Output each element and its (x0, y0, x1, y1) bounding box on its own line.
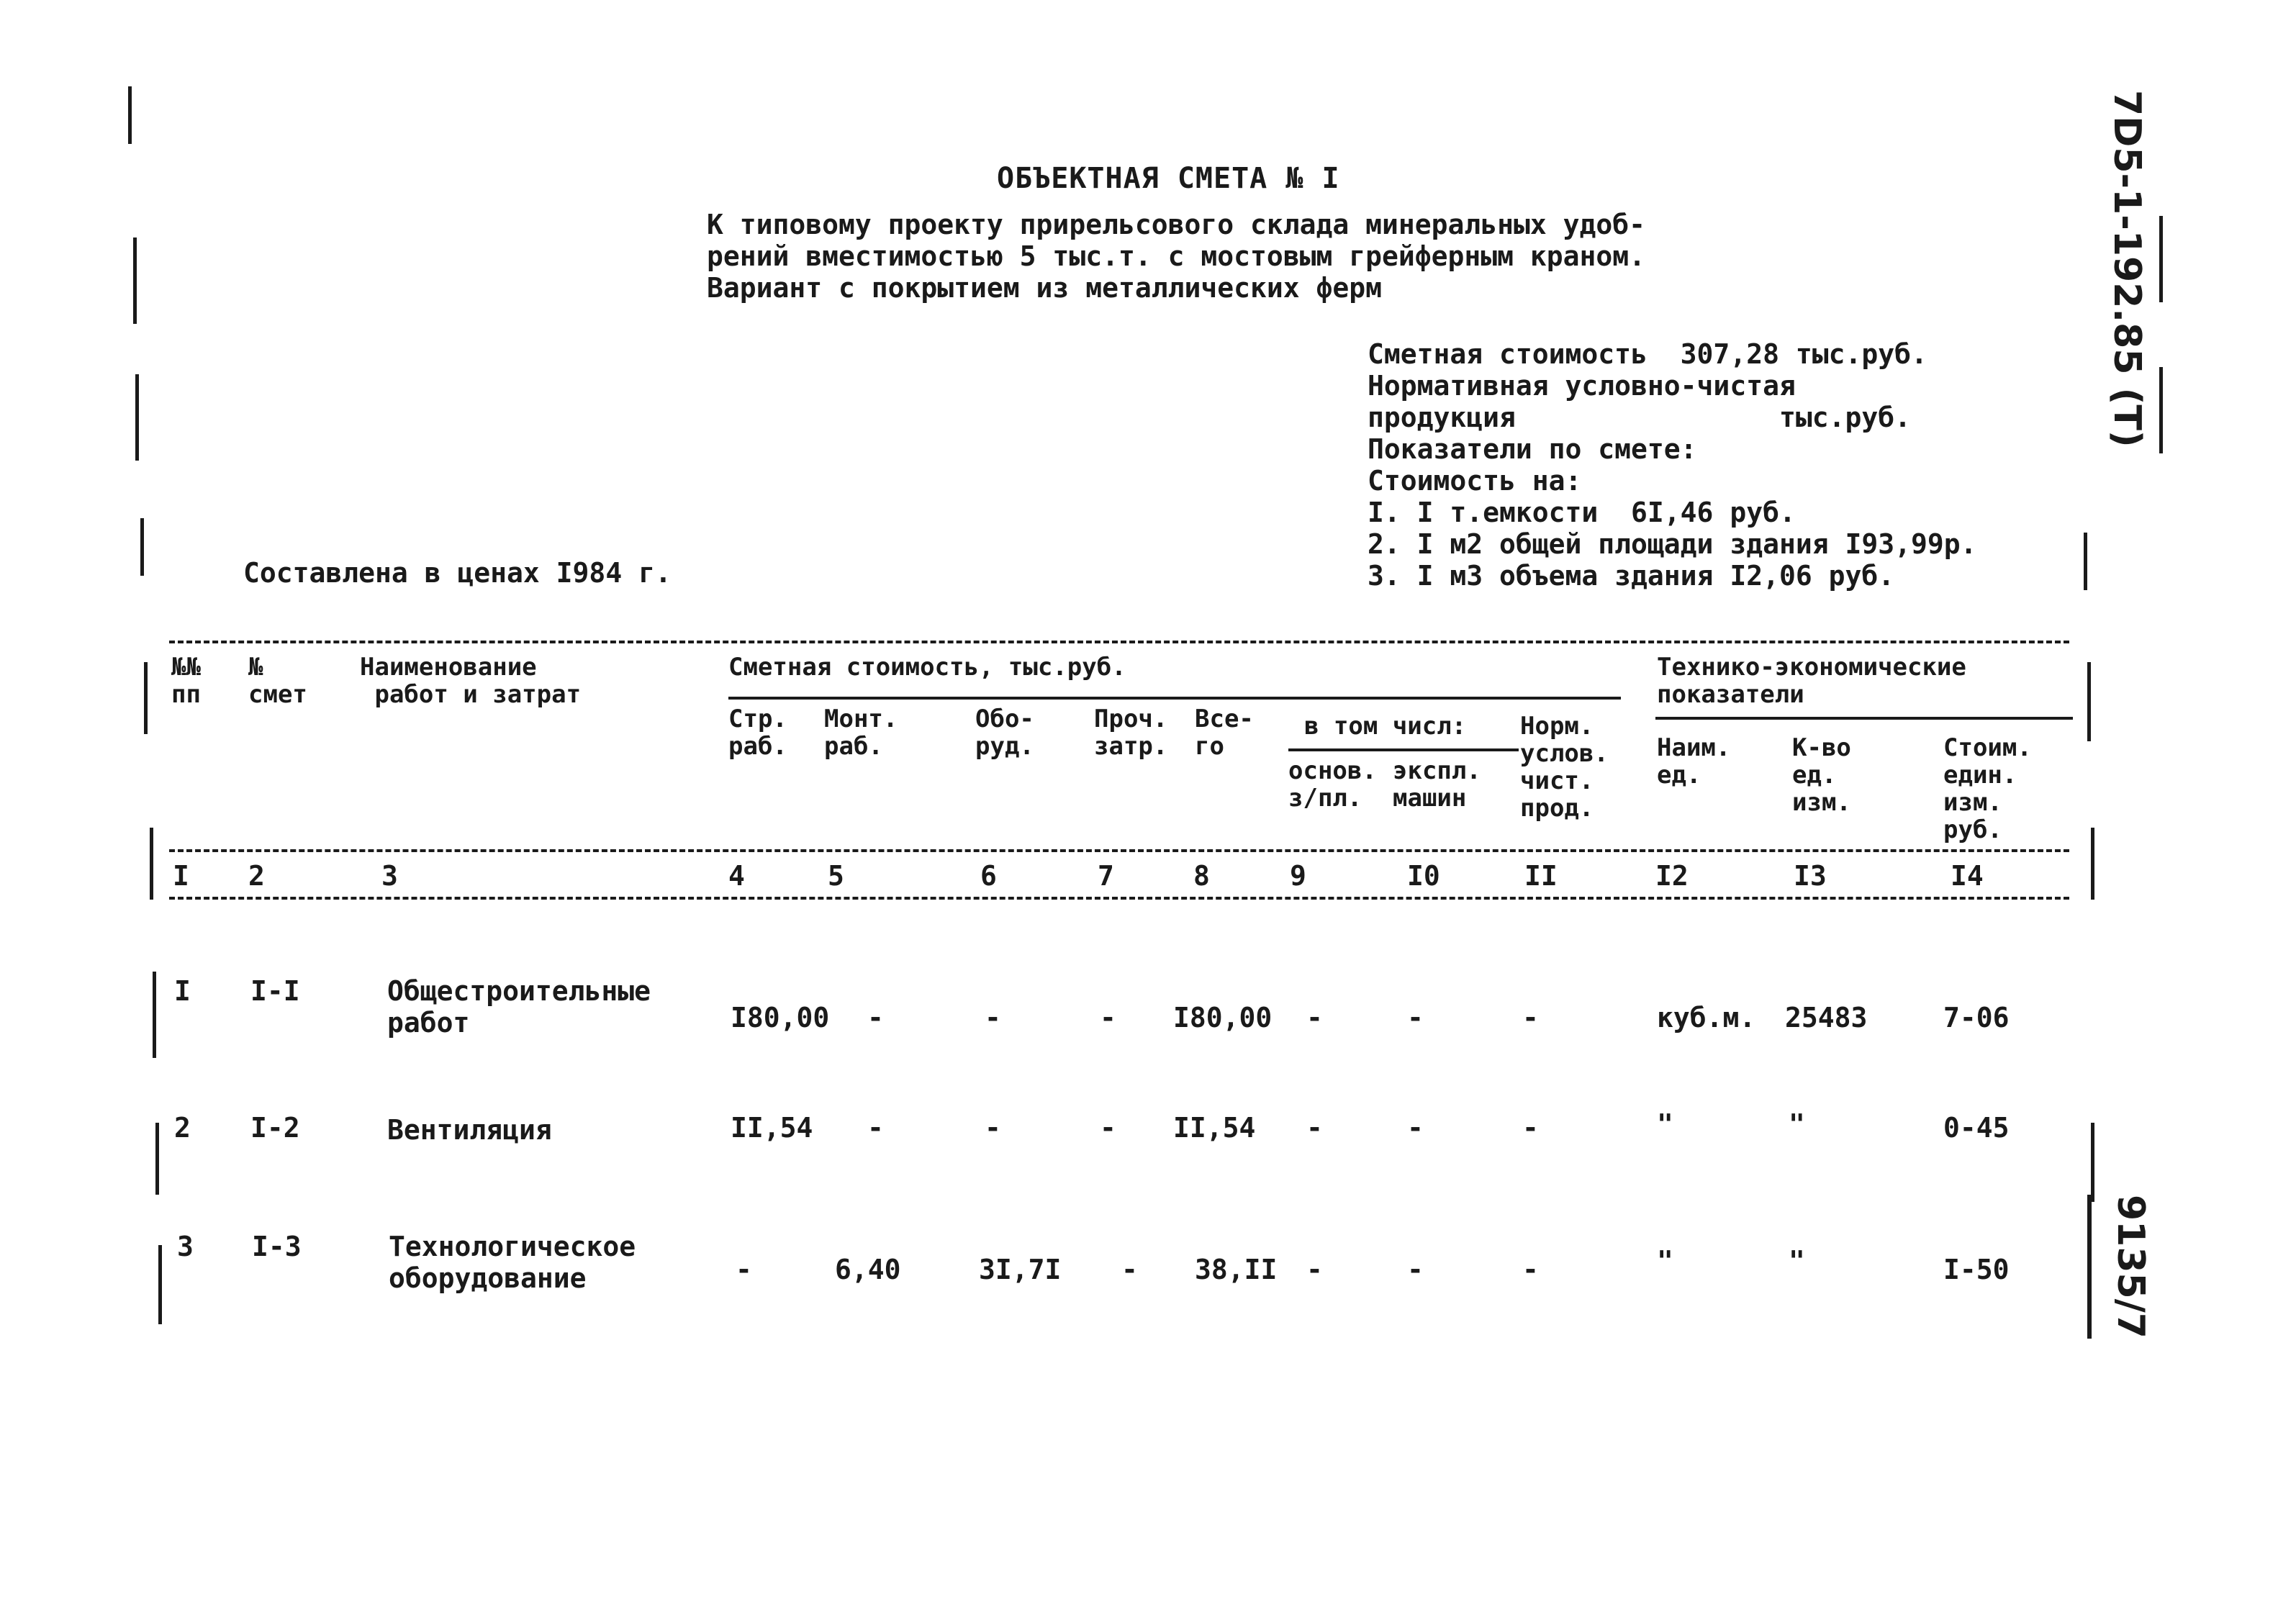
col-number: 4 (728, 860, 745, 892)
margin-mark (128, 86, 132, 144)
summary-indicators: Показатели по смете: (1368, 433, 1697, 465)
prices-note: Составлена в ценах I984 г. (243, 557, 672, 589)
col-number: I4 (1951, 860, 1984, 892)
margin-mark (2091, 828, 2094, 900)
table-row-2-c4: II,54 (731, 1112, 813, 1144)
header-name: Наименование работ и затрат (360, 653, 582, 709)
col-number: I0 (1407, 860, 1440, 892)
table-row-1-num: I (174, 975, 191, 1007)
code-underline (2087, 1195, 2092, 1339)
table-row-3-c7: - (1121, 1254, 1138, 1285)
margin-mark (155, 1123, 159, 1195)
summary-cost: Сметная стоимость 307,28 тыс.руб. (1368, 338, 1927, 370)
table-row-2-c14: 0-45 (1943, 1112, 2010, 1144)
col-number: 3 (381, 860, 398, 892)
table-row-1-c10: - (1407, 1002, 1424, 1033)
header-smet: № смет (248, 653, 307, 709)
header-stoim-ed: Стоим. един. изм. руб. (1943, 733, 2032, 844)
header-mont-rab: Монт. раб. (824, 705, 898, 761)
col-number: 5 (828, 860, 844, 892)
table-row-1-smet: I-I (250, 975, 300, 1007)
table-row-2-c11: - (1522, 1112, 1539, 1144)
summary-item-1: I. I т.емкости 6I,46 руб. (1368, 497, 1796, 528)
table-top-rule (169, 641, 2069, 643)
table-row-3-c8: 38,II (1195, 1254, 1278, 1285)
header-str-rab: Стр. раб. (728, 705, 787, 761)
table-row-1-c9: - (1306, 1002, 1323, 1033)
table-row-3-c11: - (1522, 1254, 1539, 1285)
margin-mark (140, 518, 144, 576)
header-tech-group: Технико-экономические показатели (1657, 653, 1966, 709)
col-number: I (173, 860, 189, 892)
col-number: 7 (1098, 860, 1114, 892)
header-norm: Норм. услов. чист. прод. (1520, 712, 1609, 823)
margin-mark (2159, 367, 2163, 453)
subtitle-line-3: Вариант с покрытием из металлических ферм (707, 272, 1382, 304)
header-osnov: основ. з/пл. (1288, 756, 1377, 813)
margin-mark (153, 972, 156, 1058)
table-row-1-c7: - (1100, 1002, 1116, 1033)
col-number: 8 (1193, 860, 1210, 892)
table-row-2-c7: - (1100, 1112, 1116, 1144)
col-number: 9 (1290, 860, 1306, 892)
table-row-3-c13: " (1789, 1245, 1805, 1277)
table-row-3-c9: - (1306, 1254, 1323, 1285)
header-ekspl: экспл. машин (1393, 756, 1481, 813)
table-row-3-smet: I-3 (252, 1231, 302, 1262)
document-code-top: 7D5-1-192.85 (Т) (2105, 90, 2148, 448)
table-row-3-name: Технологическое оборудование (389, 1231, 636, 1294)
header-oborud: Обо- руд. (975, 705, 1034, 761)
table-row-2-c9: - (1306, 1112, 1323, 1144)
margin-mark (133, 238, 137, 324)
table-row-3-c4: - (736, 1254, 752, 1285)
table-row-1-c14: 7-06 (1943, 1002, 2010, 1033)
table-row-1-c4: I80,00 (731, 1002, 830, 1033)
table-row-3-c5: 6,40 (835, 1254, 901, 1285)
table-row-1-c12: куб.м. (1657, 1002, 1756, 1033)
table-row-1-c13: 25483 (1785, 1002, 1868, 1033)
header-naim-ed: Наим. ед. (1657, 733, 1731, 790)
table-row-3-num: 3 (177, 1231, 194, 1262)
table-row-1-c5: - (867, 1002, 884, 1033)
col-number: I3 (1794, 860, 1827, 892)
table-row-2-c13: " (1789, 1108, 1805, 1140)
table-row-2-c10: - (1407, 1112, 1424, 1144)
summary-norm-2: продукция тыс.руб. (1368, 402, 1911, 433)
margin-mark (158, 1245, 162, 1324)
col-number: 2 (248, 860, 265, 892)
margin-mark (144, 662, 148, 734)
table-row-1-c6: - (985, 1002, 1001, 1033)
header-proch: Проч. затр. (1094, 705, 1168, 761)
table-row-3-c10: - (1407, 1254, 1424, 1285)
margin-mark (2091, 1123, 2094, 1202)
document-code-bottom: 9135/7 (2109, 1195, 2152, 1339)
margin-mark (2084, 533, 2087, 590)
page-title: ОБЪЕКТНАЯ СМЕТА № I (997, 162, 1340, 195)
summary-item-3: 3. I м3 объема здания I2,06 руб. (1368, 560, 1895, 592)
margin-mark (150, 828, 153, 900)
table-row-1-name: Общестроительные работ (387, 975, 651, 1039)
table-row-1-c11: - (1522, 1002, 1539, 1033)
header-v-tom-chisle: в том числ: (1304, 712, 1467, 741)
table-row-2-smet: I-2 (250, 1112, 300, 1144)
v-tom-chisle-rule (1288, 748, 1519, 751)
table-row-1-c8: I80,00 (1173, 1002, 1273, 1033)
header-num: №№ пп (171, 653, 201, 709)
margin-mark (2159, 216, 2163, 302)
margin-mark (135, 374, 139, 461)
header-bottom-rule (169, 849, 2069, 852)
subtitle-line-1: К типовому проекту прирельсового склада минеральных удоб- (707, 209, 1646, 240)
column-numbers-rule (169, 897, 2069, 900)
col-number: 6 (980, 860, 997, 892)
table-row-3-c12: " (1657, 1245, 1673, 1277)
header-kvo-ed: К-во ед. изм. (1792, 733, 1851, 817)
header-vsego: Все- го (1195, 705, 1254, 761)
subtitle-line-2: рений вместимостью 5 тыс.т. с мостовым грейферным краном. (707, 240, 1646, 272)
header-cost-group: Сметная стоимость, тыс.руб. (728, 653, 1126, 682)
summary-item-2: 2. I м2 общей площади здания I93,99р. (1368, 528, 1977, 560)
col-number: II (1524, 860, 1558, 892)
summary-cost-on: Стоимость на: (1368, 465, 1582, 497)
table-row-2-c8: II,54 (1173, 1112, 1256, 1144)
table-row-3-c6: 3I,7I (979, 1254, 1062, 1285)
table-row-3-c14: I-50 (1943, 1254, 2010, 1285)
table-row-2-name: Вентиляция (387, 1114, 552, 1146)
summary-norm-1: Нормативная условно-чистая (1368, 370, 1796, 402)
cost-group-rule (728, 697, 1621, 700)
tech-group-rule (1655, 717, 2073, 720)
table-row-2-c5: - (867, 1112, 884, 1144)
table-row-2-c12: " (1657, 1108, 1673, 1140)
table-row-2-num: 2 (174, 1112, 191, 1144)
margin-mark (2087, 662, 2091, 741)
table-row-2-c6: - (985, 1112, 1001, 1144)
col-number: I2 (1655, 860, 1689, 892)
